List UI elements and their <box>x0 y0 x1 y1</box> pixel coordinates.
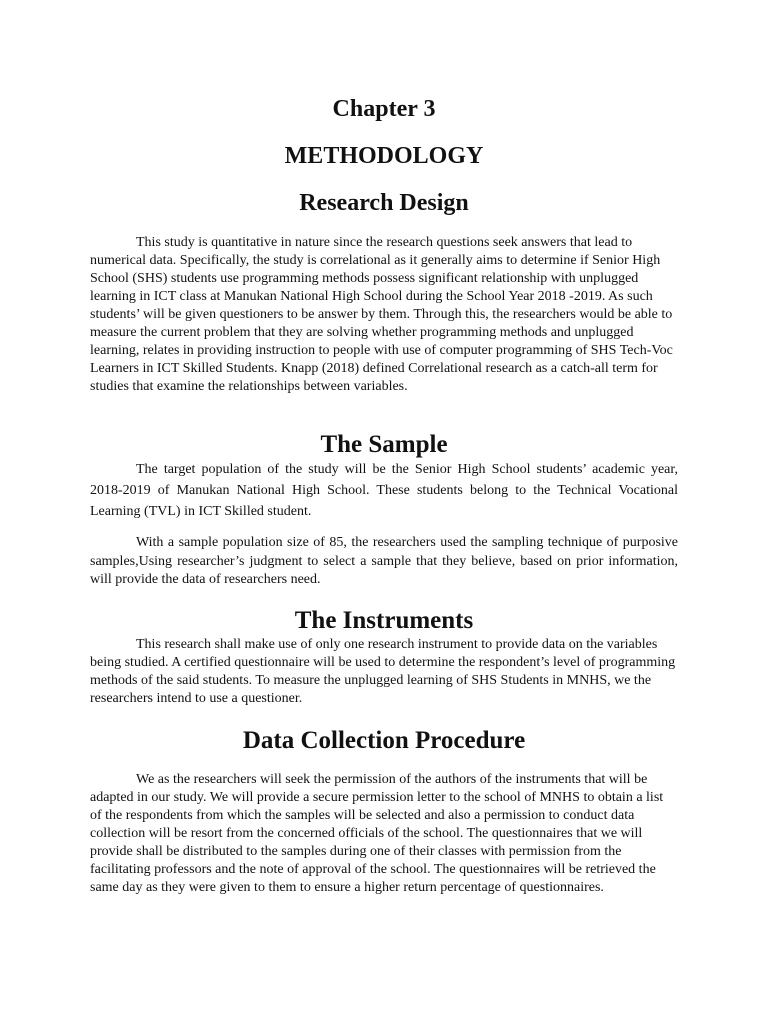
sample-paragraph-2: With a sample population size of 85, the researchers used the sampling technique of purposive samples,Using researcher’s judgment to select a sample that they believe, based on prior information, will provide the data of researchers need. <box>90 535 678 587</box>
research-design-heading: Research Design <box>299 190 469 216</box>
data-collection-paragraph: We as the researchers will seek the permission of the authors of the instruments that will be adapted in our study. We will provide a secure permission letter to the school of MNHS to obtain a list of the respondents from which the samples will be selected and also a permission to conduct data collection will be resort from the concerned officials of the school. The questionnaires that we will provide shall be distributed to the samples during one of their classes with permission from the facilitating professors and the note of approval of the school. The questionnaires will be retrieved the same day as they were given to them to ensure a higher return percentage of questionnaires. <box>90 772 664 895</box>
page-title: METHODOLOGY <box>284 143 484 169</box>
data-collection-heading: Data Collection Procedure <box>242 727 526 754</box>
chapter-heading: Chapter 3 <box>332 96 436 122</box>
instruments-paragraph: This research shall make use of only one research instrument to provide data on the variables being studied. A certified questionnaire will be used to determine the respondent’s level of programming methods of the said students. To measure the unplugged learning of SHS Students in MNHS, we the researchers intend to use a questioner. <box>90 637 676 706</box>
sample-paragraph-1: The target population of the study will be the Senior High School students’ academic year, 2018-2019 of Manukan National High School. These students belong to the Technical Vocational Learning (TVL) in ICT Skilled student. <box>90 462 678 519</box>
research-design-paragraph: This study is quantitative in nature since the research questions seek answers that lead to numerical data. Specifically, the study is correlational as it generally aims to determine if Senior High School (SHS) students use programming methods possess significant relationship with unplugged learning in ICT class at Manukan National High School during the School Year 2018 -2019. As such students’ will be given questioners to be answer by them. Through this, the researchers would be able to measure the current problem that they are solving whether programming methods and unplugged learning, relates in providing instruction to people with use of computer programming of SHS Tech-Voc Learners in ICT Skilled Students. Knapp (2018) defined Correlational research as a catch-all term for studies that examine the relationships between variables. <box>90 235 673 394</box>
sample-heading: The Sample <box>320 431 448 458</box>
instruments-heading: The Instruments <box>294 607 474 634</box>
